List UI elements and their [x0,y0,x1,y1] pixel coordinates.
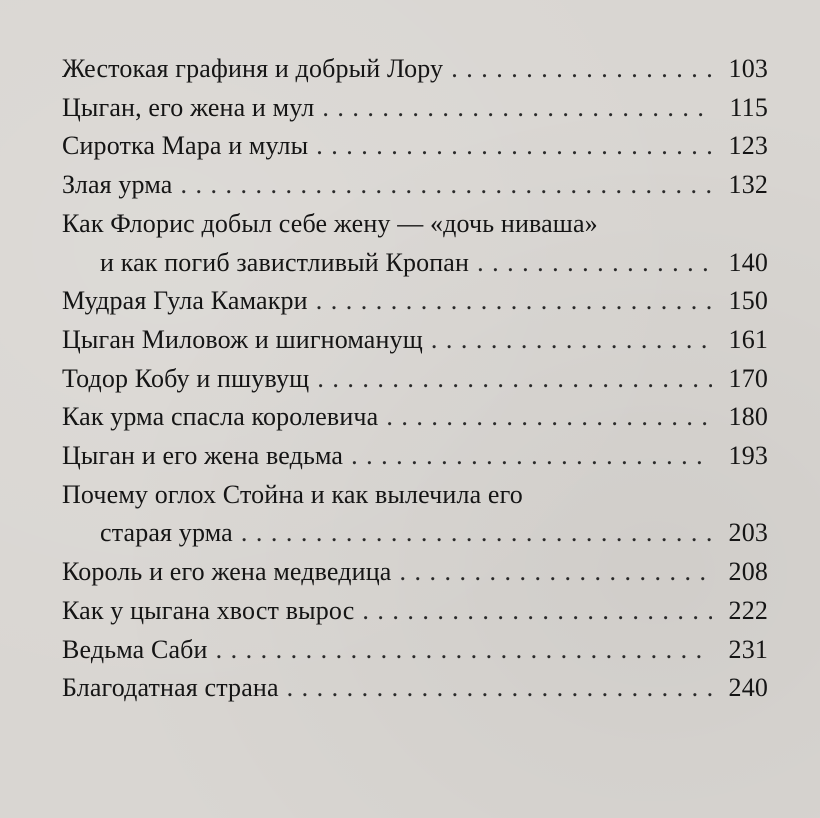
toc-row-continuation [62,244,768,283]
toc-entry [62,631,768,670]
toc-row [62,205,768,244]
toc-entry-title: Цыган и его жена ведьма [62,441,344,471]
dot-leader [477,244,712,283]
toc-entry-title: Цыган, его жена и мул [62,92,315,122]
toc-entry-title: Ведьма Саби [62,634,208,664]
toc-row [62,553,768,592]
toc-entry [62,282,768,321]
toc-entry-title: Мудрая Гула Камакри [62,286,308,316]
toc-page-number: 140 [728,247,768,277]
toc-entry-title: Тодор Кобу и пшувущ [62,363,310,393]
toc-entry-title: Злая урма [62,170,173,200]
toc-entry-title-continuation: старая урма [100,518,233,548]
toc-row [62,398,768,437]
toc-page-number: 180 [728,402,768,432]
toc-entry-title: Сиротка Мара и мулы [62,131,309,161]
toc-row [62,631,768,670]
dot-leader [287,669,712,708]
toc-entry [62,553,768,592]
toc-page-number: 240 [728,673,768,703]
toc-entry [62,592,768,631]
dot-leader [316,127,712,166]
toc-page-number: 170 [728,363,768,393]
toc-row [62,89,768,128]
toc-entry [62,127,768,166]
toc-row [62,50,768,89]
toc-entry [62,437,768,476]
toc-page-number: 203 [728,518,768,548]
toc-row-continuation [62,514,768,553]
dot-leader [241,514,712,553]
dot-leader [431,321,712,360]
dot-leader [322,89,712,128]
toc-entry [62,166,768,205]
dot-leader [351,437,712,476]
toc-entry [62,205,768,282]
toc-page-number: 123 [728,131,768,161]
toc-row [62,476,768,515]
dot-leader [317,360,712,399]
toc-page-number: 222 [728,595,768,625]
toc-entry [62,476,768,553]
toc-entry-title: Как у цыгана хвост вырос [62,595,355,625]
toc-entry-title: Как Флорис добыл себе жену — «дочь ниваша» [62,208,598,238]
toc-page-number: 115 [729,92,768,122]
dot-leader [316,282,712,321]
toc-entry [62,321,768,360]
toc-entry-title-continuation: и как погиб завистливый Кропан [100,247,470,277]
toc-row [62,437,768,476]
toc-row [62,321,768,360]
toc-entry-title: Цыган Миловож и шигноманущ [62,324,423,354]
toc-page-number: 208 [728,557,768,587]
dot-leader [362,592,712,631]
dot-leader [216,631,712,670]
toc-entry [62,50,768,89]
table-of-contents [62,50,768,708]
toc-page-number: 132 [728,170,768,200]
toc-entry-title: Благодатная страна [62,673,279,703]
toc-entry [62,398,768,437]
toc-entry-title: Жестокая графиня и добрый Лору [62,54,444,83]
toc-row [62,669,768,708]
toc-row [62,166,768,205]
toc-entry-title: Почему оглох Стойна и как вылечила его [62,479,523,509]
toc-entry-title: Как урма спасла королевича [62,402,379,432]
toc-entry [62,360,768,399]
toc-row [62,282,768,321]
toc-page-number: 150 [728,286,768,316]
toc-row [62,127,768,166]
dot-leader [180,166,712,205]
toc-page-number: 161 [728,324,768,354]
toc-entry-title: Король и его жена медведица [62,557,392,587]
toc-row [62,360,768,399]
dot-leader [386,398,712,437]
toc-entry [62,89,768,128]
toc-row [62,592,768,631]
dot-leader [399,553,712,592]
toc-page-number: 193 [728,441,768,471]
toc-page-number: 103 [728,54,768,83]
dot-leader [451,50,712,89]
toc-entry [62,669,768,708]
toc-page-number: 231 [728,634,768,664]
